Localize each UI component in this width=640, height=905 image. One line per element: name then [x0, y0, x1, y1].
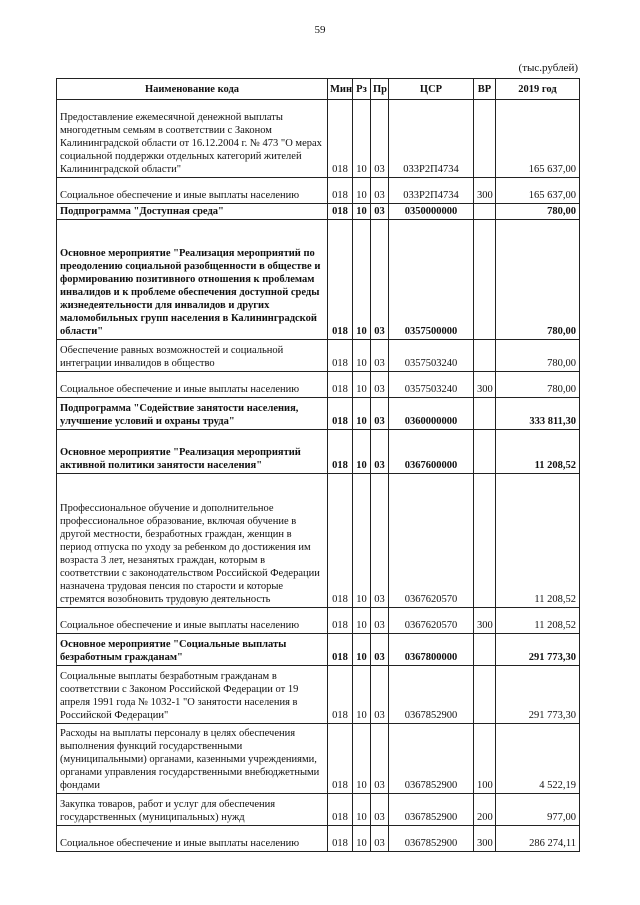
- row-sum: 11 208,52: [496, 608, 580, 634]
- page-number: 59: [314, 24, 326, 36]
- row-sum: 333 811,30: [496, 398, 580, 430]
- row-name: Предоставление ежемесячной денежной выплаты многодетным семьям в соответствии с Законом Калининградской области от 16.12.2004 г. № 473 "О мерах социальной поддержки отдельных категорий жителей Калининградской области": [57, 100, 328, 178]
- row-name: Подпрограмма "Доступная среда": [57, 204, 328, 220]
- row-csr: 0367800000: [389, 634, 474, 666]
- row-csr: 0360000000: [389, 398, 474, 430]
- row-csr: 033Р2П4734: [389, 178, 474, 204]
- row-name: Основное мероприятие "Реализация мероприятий активной политики занятости населения": [57, 430, 328, 474]
- table-row: [57, 398, 580, 430]
- table-row: [57, 178, 580, 204]
- row-sum: 291 773,30: [496, 666, 580, 724]
- row-rz: 10: [353, 430, 371, 474]
- row-rz: 10: [353, 724, 371, 794]
- row-vr: 300: [474, 608, 496, 634]
- row-sum: 780,00: [496, 220, 580, 340]
- row-sum: 4 522,19: [496, 724, 580, 794]
- row-name: Основное мероприятие "Реализация мероприятий по преодолению социальной разобщенности в обществе и формированию позитивного отношения к проблемам инвалидов и к проблеме обеспечения доступной среды жизнедеятельности для инвалидов и других маломобильных групп населения в Калининградской области": [57, 220, 328, 340]
- row-pr: 03: [371, 178, 389, 204]
- row-sum: 11 208,52: [496, 474, 580, 608]
- row-rz: 10: [353, 372, 371, 398]
- units-label: (тыс.рублей): [518, 62, 578, 74]
- row-rz: 10: [353, 398, 371, 430]
- row-min: 018: [328, 220, 353, 340]
- row-min: 018: [328, 430, 353, 474]
- row-vr: 300: [474, 372, 496, 398]
- header-pr: Пр: [371, 79, 389, 100]
- row-rz: 10: [353, 100, 371, 178]
- row-rz: 10: [353, 204, 371, 220]
- row-pr: 03: [371, 666, 389, 724]
- table-row: [57, 608, 580, 634]
- row-name: Основное мероприятие "Социальные выплаты безработным гражданам": [57, 634, 328, 666]
- row-pr: 03: [371, 634, 389, 666]
- row-pr: 03: [371, 826, 389, 852]
- row-name: Расходы на выплаты персоналу в целях обеспечения выполнения функций государственными (муниципальными) органами, казенными учреждениями, органами управления государственными внебюджетными фондами: [57, 724, 328, 794]
- row-vr: [474, 220, 496, 340]
- row-vr: 300: [474, 178, 496, 204]
- row-vr: [474, 666, 496, 724]
- row-pr: 03: [371, 724, 389, 794]
- row-min: 018: [328, 634, 353, 666]
- header-csr: ЦСР: [389, 79, 474, 100]
- row-sum: 165 637,00: [496, 178, 580, 204]
- row-csr: 0367620570: [389, 474, 474, 608]
- row-min: 018: [328, 794, 353, 826]
- row-min: 018: [328, 398, 353, 430]
- row-sum: 780,00: [496, 372, 580, 398]
- row-vr: [474, 204, 496, 220]
- row-sum: 977,00: [496, 794, 580, 826]
- row-csr: 0367852900: [389, 826, 474, 852]
- row-sum: 165 637,00: [496, 100, 580, 178]
- row-name: Социальное обеспечение и иные выплаты населению: [57, 608, 328, 634]
- header-vr: ВР: [474, 79, 496, 100]
- row-vr: 100: [474, 724, 496, 794]
- row-name: Социальное обеспечение и иные выплаты населению: [57, 826, 328, 852]
- row-min: 018: [328, 666, 353, 724]
- table-row: [57, 724, 580, 794]
- row-pr: 03: [371, 100, 389, 178]
- row-vr: [474, 100, 496, 178]
- row-csr: 0357500000: [389, 220, 474, 340]
- row-pr: 03: [371, 340, 389, 372]
- row-vr: [474, 340, 496, 372]
- row-pr: 03: [371, 398, 389, 430]
- table-row: [57, 204, 580, 220]
- row-pr: 03: [371, 794, 389, 826]
- budget-table: [56, 78, 580, 852]
- row-csr: 0350000000: [389, 204, 474, 220]
- row-min: 018: [328, 826, 353, 852]
- row-csr: 0367852900: [389, 794, 474, 826]
- row-vr: [474, 398, 496, 430]
- row-sum: 291 773,30: [496, 634, 580, 666]
- row-rz: 10: [353, 826, 371, 852]
- row-rz: 10: [353, 608, 371, 634]
- row-pr: 03: [371, 220, 389, 340]
- row-min: 018: [328, 100, 353, 178]
- row-pr: 03: [371, 430, 389, 474]
- row-csr: 0357503240: [389, 340, 474, 372]
- row-rz: 10: [353, 178, 371, 204]
- header-name: Наименование кода: [57, 79, 328, 100]
- row-vr: 300: [474, 826, 496, 852]
- row-csr: 0357503240: [389, 372, 474, 398]
- row-min: 018: [328, 608, 353, 634]
- row-csr: 0367852900: [389, 666, 474, 724]
- row-rz: 10: [353, 666, 371, 724]
- row-vr: [474, 474, 496, 608]
- row-sum: 780,00: [496, 204, 580, 220]
- row-vr: [474, 430, 496, 474]
- row-name: Социальное обеспечение и иные выплаты населению: [57, 372, 328, 398]
- row-sum: 780,00: [496, 340, 580, 372]
- table-header-row: [57, 79, 580, 100]
- row-pr: 03: [371, 204, 389, 220]
- row-rz: 10: [353, 220, 371, 340]
- table-row: [57, 826, 580, 852]
- row-min: 018: [328, 204, 353, 220]
- table-row: [57, 340, 580, 372]
- row-pr: 03: [371, 608, 389, 634]
- row-vr: 200: [474, 794, 496, 826]
- row-rz: 10: [353, 474, 371, 608]
- table-row: [57, 794, 580, 826]
- header-rz: Рз: [353, 79, 371, 100]
- row-rz: 10: [353, 634, 371, 666]
- row-pr: 03: [371, 474, 389, 608]
- row-pr: 03: [371, 372, 389, 398]
- row-rz: 10: [353, 340, 371, 372]
- table-row: [57, 474, 580, 608]
- row-csr: 0367852900: [389, 724, 474, 794]
- table-row: [57, 634, 580, 666]
- row-name: Закупка товаров, работ и услуг для обеспечения государственных (муниципальных) нужд: [57, 794, 328, 826]
- header-sum: 2019 год: [496, 79, 580, 100]
- header-min: Мин: [328, 79, 353, 100]
- row-min: 018: [328, 372, 353, 398]
- row-sum: 11 208,52: [496, 430, 580, 474]
- row-vr: [474, 634, 496, 666]
- row-name: Подпрограмма "Содействие занятости населения, улучшение условий и охраны труда": [57, 398, 328, 430]
- row-sum: 286 274,11: [496, 826, 580, 852]
- row-min: 018: [328, 178, 353, 204]
- row-name: Профессиональное обучение и дополнительное профессиональное образование, включая обучение в другой местности, безработных граждан, женщин в период отпуска по уходу за ребенком до достижения им возраста 3 лет, незанятых граждан, которым в соответствии с законодательством Российской Федерации назначена трудовая пенсия по старости и которые стремятся возобновить трудовую деятельность: [57, 474, 328, 608]
- table-row: [57, 220, 580, 340]
- row-csr: 0367600000: [389, 430, 474, 474]
- table-row: [57, 666, 580, 724]
- row-name: Социальное обеспечение и иные выплаты населению: [57, 178, 328, 204]
- table-row: [57, 100, 580, 178]
- row-min: 018: [328, 724, 353, 794]
- table-row: [57, 430, 580, 474]
- row-min: 018: [328, 474, 353, 608]
- row-min: 018: [328, 340, 353, 372]
- table-row: [57, 372, 580, 398]
- row-csr: 033Р2П4734: [389, 100, 474, 178]
- row-name: Обеспечение равных возможностей и социальной интеграции инвалидов в общество: [57, 340, 328, 372]
- row-csr: 0367620570: [389, 608, 474, 634]
- row-rz: 10: [353, 794, 371, 826]
- row-name: Социальные выплаты безработным гражданам в соответствии с Законом Российской Федерации от 19 апреля 1991 года № 1032-1 "О занятости населения в Российской Федерации": [57, 666, 328, 724]
